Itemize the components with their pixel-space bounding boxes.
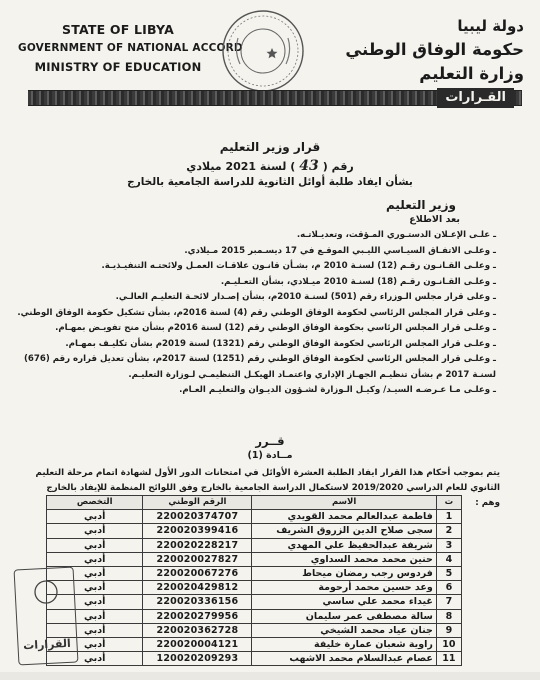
table-row (47, 623, 462, 637)
cell-index: 5 (436, 566, 461, 580)
recital-item: ـ وعلـى مـا عـرضـه السيـد/ وكيـل الـوزارة لشـؤون الديـوان والتعليـم العـام. (179, 385, 496, 395)
state-name-en: STATE OF LIBYA (62, 22, 174, 37)
recitals-list (17, 228, 496, 399)
cell-specialization: أدبي (47, 623, 143, 637)
issuer-title: وزير التعليم (385, 198, 456, 212)
cell-specialization: أدبي (47, 652, 143, 666)
cell-national-id: 220020067276 (143, 566, 252, 580)
banner-label: القـرارات (437, 88, 514, 108)
cell-national-id: 220020027827 (143, 552, 252, 566)
government-name-ar: حكومة الوفاق الوطني (345, 40, 524, 59)
cell-name: سالة مصطفى عمر سليمان (252, 609, 436, 623)
cell-name: جنان عياد محمد الشيخي (252, 623, 436, 637)
stamp-text: القرارات (22, 636, 72, 653)
recital-item: ـ وعلى قرار مجلس الـوزراء رقم (501) لسنـة 2010م، بشأن إصـدار لائحـة التعليـم العالـي. (115, 292, 496, 302)
table-row (47, 524, 462, 538)
cell-name: فردوس رجب رمضان ميحاط (252, 566, 436, 580)
table-row (47, 581, 462, 595)
table-row (47, 538, 462, 552)
decision-subject: بشأن ايفاد طلبة أوائل الثانوية للدراسة الجامعية بالخارج (127, 176, 413, 188)
recital-item: ـ وعلـى القـانـون رقـم (12) لسنـة 2010 م، بشـأن قانـون علاقـات العمـل ولائحتـه التنفيـذيـة. (101, 261, 496, 271)
cell-index: 4 (436, 552, 461, 566)
decision-title: قرار وزير التعليم (219, 140, 321, 154)
state-name-ar: دولة ليبيا (457, 17, 524, 35)
table-row (47, 552, 462, 566)
cell-name: وعد حسين محمد أرحومة (252, 581, 436, 595)
cell-name: راوية شعبان عمارة خليفة (252, 637, 436, 651)
cell-national-id: 220020429812 (143, 581, 252, 595)
cell-specialization: أدبي (47, 609, 143, 623)
cell-specialization: أدبي (47, 566, 143, 580)
cell-national-id: 220020004121 (143, 637, 252, 651)
header-name: الاسم (252, 496, 436, 510)
decision-number-suffix: ) لسنة 2021 ميلادي (186, 160, 296, 173)
recital-item: لسنـة 2017 م بشأن تنظيـم الجهـاز الإداري واعتمـاد الهيكـل التنظيمـي لـوزارة التعليـم. (128, 369, 496, 380)
decision-number: 43 (299, 158, 319, 174)
recital-item: ـ وعلى قرار المجلس الرئاسي لحكومة الوفاق الوطني رقم (4) لسنة 2016م، بشأن تشكيل حكومة الوفاق الوطني. (17, 307, 496, 318)
table-row (47, 510, 462, 524)
article-heading: مــادة (1) (247, 450, 293, 461)
recital-item: ـ وعلـى القـانـون رقـم (18) لسنـة 2010 ميـلادي، بشأن التعـليـم. (220, 276, 496, 287)
cell-index: 3 (436, 538, 461, 552)
cell-index: 1 (436, 510, 461, 524)
cell-national-id: 220020336156 (143, 595, 252, 609)
cell-name: حنين محمد محمد السداوي (252, 552, 436, 566)
cell-national-id: 220020362728 (143, 623, 252, 637)
decision-number-line (0, 158, 540, 174)
table-row (47, 652, 462, 666)
header-index: ت (436, 496, 461, 510)
article-text-line: يتم بموجب أحكام هذا القرار ايفاد الطلبة العشرة الأوائل في امتحانات الدور الأول لشهادة اتمام مرحلة التعليم (35, 468, 500, 478)
recital-item: ـ علـى الإعـلان الدستـوري المـؤقت، وتعديـلاتـه. (296, 230, 496, 240)
cell-specialization: أدبي (47, 552, 143, 566)
table-row (47, 609, 462, 623)
recital-item: ـ وعلـى قرار المجلس الرئاسي لحكومة الوفاق الوطني رقم (1321) لسنة 2019م بشأن تكليـف بمهـام. (65, 338, 496, 349)
decision-number-prefix: رقم ( (322, 160, 354, 173)
state-emblem-seal-icon (220, 8, 306, 94)
cell-name: شريفة عبدالحفيظ علي المهدي (252, 538, 436, 552)
article-text-line: الثانوي للعام الدراسي 2019/2020 لاستكمال الدراسة الجامعية بالخارج وفق اللوائح المنظمة للإيفاد بالخارج (46, 483, 500, 493)
cell-name: فاطمة عبدالعالم محمد القويدي (252, 510, 436, 524)
cell-specialization: أدبي (47, 524, 143, 538)
cell-national-id: 220020228217 (143, 538, 252, 552)
table-header-row (47, 496, 462, 510)
students-table (46, 495, 462, 666)
header-national-id: الرقم الوطني (143, 496, 252, 510)
cell-index: 9 (436, 623, 461, 637)
header-specialization: التخصص (47, 496, 143, 510)
letterhead-english (18, 20, 243, 77)
cell-specialization: أدبي (47, 510, 143, 524)
cell-specialization: أدبي (47, 538, 143, 552)
government-name-en: GOVERNMENT OF NATIONAL ACCORD (18, 42, 243, 54)
cell-index: 6 (436, 581, 461, 595)
cell-name: سجى صلاح الدين الزروق الشريف (252, 524, 436, 538)
cell-index: 11 (436, 652, 461, 666)
ministry-name-ar: وزارة التعليم (419, 64, 524, 83)
recital-item: ـ وعلـى قرار المجلس الرئاسي بحكومة الوفاق الوطني رقم (12) لسنة 2016م بشأن منح تفويـض بمهـام. (55, 323, 496, 333)
ministry-name-en: MINISTRY OF EDUCATION (34, 60, 202, 74)
cell-name: عصام عبدالسلام محمد الاشهب (252, 652, 436, 666)
cell-specialization: أدبي (47, 595, 143, 609)
recital-item: ـ وعلـى قرار المجلس الرئاسي لحكومة الوفاق الوطني رقم (1251) لسنة 2017م، بشأن تعديل قراره رقم (676) (23, 354, 496, 364)
cell-index: 8 (436, 609, 461, 623)
cell-index: 10 (436, 637, 461, 651)
cell-national-id: 120020209293 (143, 652, 252, 666)
article-text-line: وهم : (475, 498, 500, 508)
stamp-emblem-icon (32, 578, 60, 606)
cell-name: غيداء محمد علي ساسي (252, 595, 436, 609)
cell-index: 2 (436, 524, 461, 538)
cell-specialization: أدبي (47, 581, 143, 595)
decisions-office-stamp (2, 562, 82, 672)
decides-heading: قــرر (255, 434, 285, 448)
cell-national-id: 220020374707 (143, 510, 252, 524)
page-bottom-edge (0, 672, 540, 680)
preamble-heading: بعد الاطلاع (409, 214, 460, 225)
cell-index: 7 (436, 595, 461, 609)
recital-item: ـ وعلـى الاتفـاق السيـاسي الليـبي الموقـع في 17 ديسـمبر 2015 مـيلادي. (184, 245, 496, 256)
cell-specialization: أدبي (47, 637, 143, 651)
letterhead-arabic (344, 14, 524, 86)
table-row (47, 566, 462, 580)
table-row (47, 595, 462, 609)
cell-national-id: 220020399416 (143, 524, 252, 538)
table-row (47, 637, 462, 651)
cell-national-id: 220020279956 (143, 609, 252, 623)
